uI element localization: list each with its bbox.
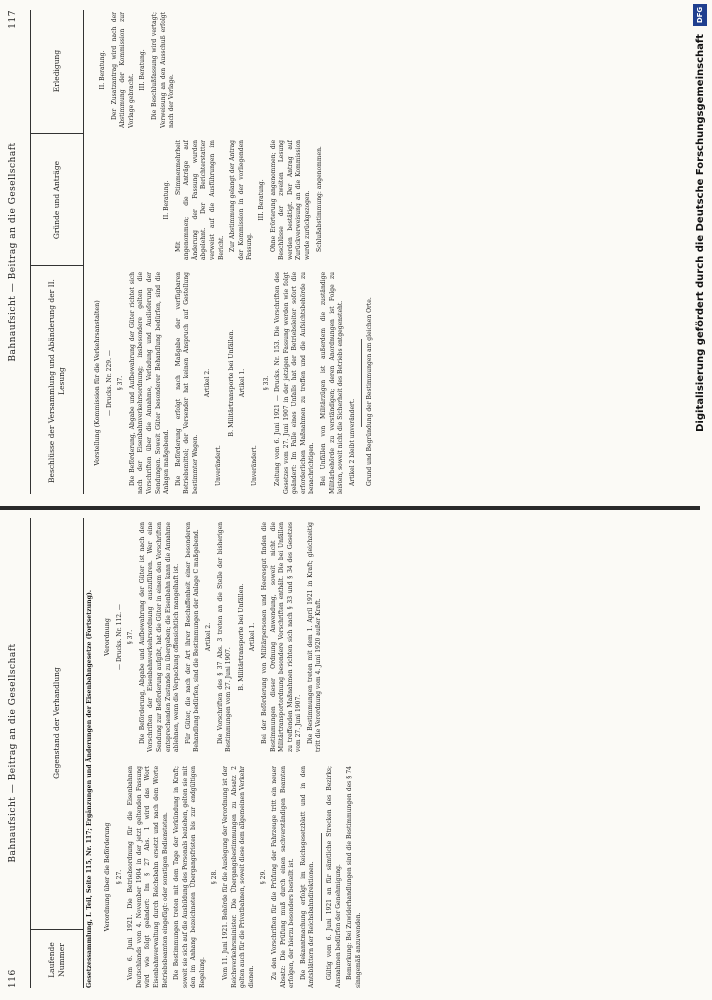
column-divider [31, 265, 83, 266]
column-header: Laufende Nummer [47, 942, 66, 978]
text-column-left [100, 766, 685, 988]
column-header-row [30, 518, 84, 988]
paragraph: Die Bestimmungen treten mit dem 1. April 1921 in Kraft; gleichzeitig tritt die Verordnung vom 4. Juni 1920 außer Kraft. [306, 522, 323, 752]
heading: B. Militärtransporte bei Unfällen. [227, 329, 235, 437]
heading: § 28. [210, 869, 218, 885]
heading: Artikel 2. [204, 622, 212, 652]
paragraph: Bei Unfällen von Militärzügen ist außerdem die zuständige Militärbehörde zu verständigen; deren Anordnungen ist Folge zu leisten, soweit nicht die Sicherheit des Betriebs entgegensteht. [320, 272, 345, 494]
paragraph: Vom 6. Juni 1921. Die Betriebsordnung für die Eisenbahnen Deutschlands vom 4. November 1904 in der jetzt geltenden Fassung wird wie folgt geändert: Im § 27 Abs. 1 wird das Wort Eisenbahnverwaltung durch Reichsbahn ersetzt und nach dem Worte Betriebsbeamten eingefügt: oder sonstigen Bediensteten. [127, 766, 169, 988]
separator-rule [321, 833, 322, 922]
heading: — Drucks. Nr. 229. — [105, 350, 113, 416]
text-column-disposition [96, 12, 396, 128]
paragraph: Die Vorschriften des § 37 Abs. 3 treten an die Stelle der bisherigen Bestimmungen vom 27. Juni 1907. [216, 522, 233, 752]
paragraph: Zu den Vorschriften für die Prüfung der Fahrzeuge tritt ein neuer Absatz: Die Prüfung muß durch einen sachverständigen Beamten erfolgen, der hierzu besonders bestellt ist. [271, 766, 296, 988]
paragraph: Mit Stimmenmehrheit angenommen; die Anträge auf Änderung der Fassung wurden abgelehnt. Der Berichterstatter verweist auf die Ausführungen im Bericht. [174, 140, 225, 260]
stamp-text: Digitalisierung gefördert durch die Deutsche Forschungsgemeinschaft [694, 34, 706, 432]
heading: Verordnung [104, 618, 111, 656]
heading: II. Beratung. [163, 180, 170, 220]
paragraph: Zeitung vom 6. Juni 1921 — Drucks. Nr. 153. Die Vorschriften des Gesetzes vom 27. Juni 1907 in der jetzigen Fassung werden wie folgt geändert: Im Falle eines Unfalls hat der Betriebsleiter sofort die erforderlichen Maßnahmen zu treffen und die Aufsichtsbehörde zu benachrichtigen. [274, 272, 316, 494]
text-column-reasons [160, 140, 560, 260]
text-column-right [100, 522, 685, 752]
paragraph: Die Beförderung, Abgabe und Aufbewahrung der Güter ist nach den Vorschriften der Eisenbahnverkehrsordnung auszuführen. Wer eine Sendung zur Beförderung aufgibt, hat die Güter in einem den Vorschriften entsprechenden Zustande zu übergeben; die Eisenbahn kann die Annahme ablehnen, wenn die Verpackung offensichtlich mangelhaft ist. [138, 522, 181, 752]
page-number: 116 [8, 969, 18, 988]
section-heading: Gesetzessammlung, I. Teil, Seite 115, Nr. 117; Ergänzungen und Änderungen der Eisenbahngesetze (Fortsetzung). [86, 590, 93, 988]
paragraph: Die Beförderung, Abgabe und Aufbewahrung der Güter richtet sich nach der Eisenbahnverkehrsordnung; insbesondere gelten die Vorschriften über die Annahme, Verladung und Auslieferung der Sendungen. Soweit Güter besonderer Behandlung bedürfen, sind die Anlagen maßgebend. [128, 272, 171, 494]
running-title: Bahnaufsicht — Beitrag an die Gesellschaft [8, 643, 18, 863]
column-header-row [30, 10, 84, 494]
heading: III. Beratung. [139, 49, 147, 91]
dfg-logo: DFG [693, 4, 707, 26]
paragraph: Unverändert. [215, 445, 223, 486]
column-divider [31, 929, 83, 930]
left-page [0, 518, 690, 988]
column-header: Gründe und Anträge [52, 160, 62, 240]
paragraph: Grund und Begründung der Bestimmungen am gleichen Orte. [366, 297, 374, 486]
heading: § 37. [127, 629, 135, 645]
heading: Vorstellung (Kommission für die Verkehrsanstalten) [94, 300, 101, 466]
right-page-header [8, 10, 22, 494]
heading: Artikel 2. [203, 368, 211, 398]
right-page [0, 10, 690, 494]
separator-rule [361, 339, 362, 428]
page-gutter [0, 506, 700, 510]
heading: III. Beratung. [257, 179, 265, 221]
paragraph: Der Zusatzantrag wird nach der Abstimmung der Kommission zur Vorlage gebracht. [110, 12, 135, 128]
paragraph: Bei der Beförderung von Militärpersonen und Heeresgut finden die Bestimmungen dieser Ordnung Anwendung, soweit nicht die Militärtransportordnung besondere Vorschriften enthält. Die bei Unfällen zu treffenden Maßnahmen richten sich nach § 33 und § 34 des Gesetzes vom 27. Juni 1907. [260, 522, 303, 752]
paragraph: Bemerkung: Bei Zuwiderhandlungen sind die Bestimmungen des § 74 sinngemäß anzuwenden. [346, 766, 362, 988]
digitization-stamp [692, 4, 708, 996]
paragraph: Die Beschlußfassung wird vertagt; Verweisung an den Ausschuß erfolgt nach der Vorlage. [150, 12, 176, 128]
heading: II. Beratung. [99, 50, 106, 90]
paragraph: Artikel 2 bleibt unverändert. [348, 398, 356, 486]
text-column-proposals [90, 272, 685, 494]
left-page-header [8, 518, 22, 988]
paragraph: Zur Abstimmung gelangt der Antrag der Kommission in der vorliegenden Fassung. [229, 140, 254, 260]
heading: Artikel 1. [239, 368, 247, 398]
heading: B. Militärtransporte bei Unfällen. [237, 583, 245, 691]
column-divider [31, 133, 83, 134]
paragraph: Gültig vom 6. Juni 1921 an für sämtliche Strecken des Bezirks; Ausnahmen bedürfen der Genehmigung. [326, 766, 342, 988]
paragraph: Unverändert. [250, 445, 258, 486]
paragraph: Vom 11. Juni 1921. Behörde für die Auslegung der Verordnung ist der Reichsverkehrsminister. Die Übergangsbestimmungen zu Absatz 2 gelten auch für die Privatbahnen, soweit diese dem allgemeinen Verkehr dienen. [222, 766, 255, 988]
paragraph: Für Güter, die nach der Art ihrer Beschaffenheit einer besonderen Behandlung bedürfen, sind die Bestimmungen der Anlage C maßgebend. [184, 522, 201, 752]
paragraph: Die Beförderung erfolgt nach Maßgabe der verfügbaren Betriebsmittel; der Versender hat keinen Anspruch auf Gestellung bestimmter Wagen. [174, 272, 199, 494]
page-number: 117 [8, 10, 18, 29]
paragraph: Die Bestimmungen treten mit dem Tage der Verkündung in Kraft; soweit sie sich auf die Ausbildung des Personals beziehen, gelten sie mit den im Anhang bezeichneten Übergangsfristen bis zur endgültigen Regelung. [173, 766, 206, 988]
heading: § 33. [262, 375, 270, 391]
column-header: Gegenstand der Verhandlung [52, 667, 62, 779]
running-title: Bahnaufsicht — Beitrag an die Gesellschaft [8, 142, 18, 362]
paragraph: Die Bekanntmachung erfolgt im Reichsgesetzblatt und in den Amtsblättern der Reichsbahndirektionen. [299, 766, 316, 988]
heading: § 27. [115, 869, 123, 885]
column-header: Beschlüsse der Versammlung und Abänderung der II. Lesung [47, 279, 66, 483]
heading: Verordnung über die Beförderung [104, 822, 111, 932]
paragraph: Schlußabstimmung: angenommen. [315, 146, 323, 252]
heading: § 29. [259, 869, 267, 885]
heading: — Drucks. Nr. 112. — [115, 604, 123, 670]
heading: § 37. [117, 375, 125, 391]
column-header: Erledigung [52, 49, 62, 93]
paragraph: Ohne Erörterung angenommen; die Beschlüsse der zweiten Lesung werden bestätigt. Der Antrag auf Zurückverweisung an die Kommission wurde zurückgezogen. [269, 140, 311, 260]
heading: Artikel 1. [249, 622, 257, 652]
